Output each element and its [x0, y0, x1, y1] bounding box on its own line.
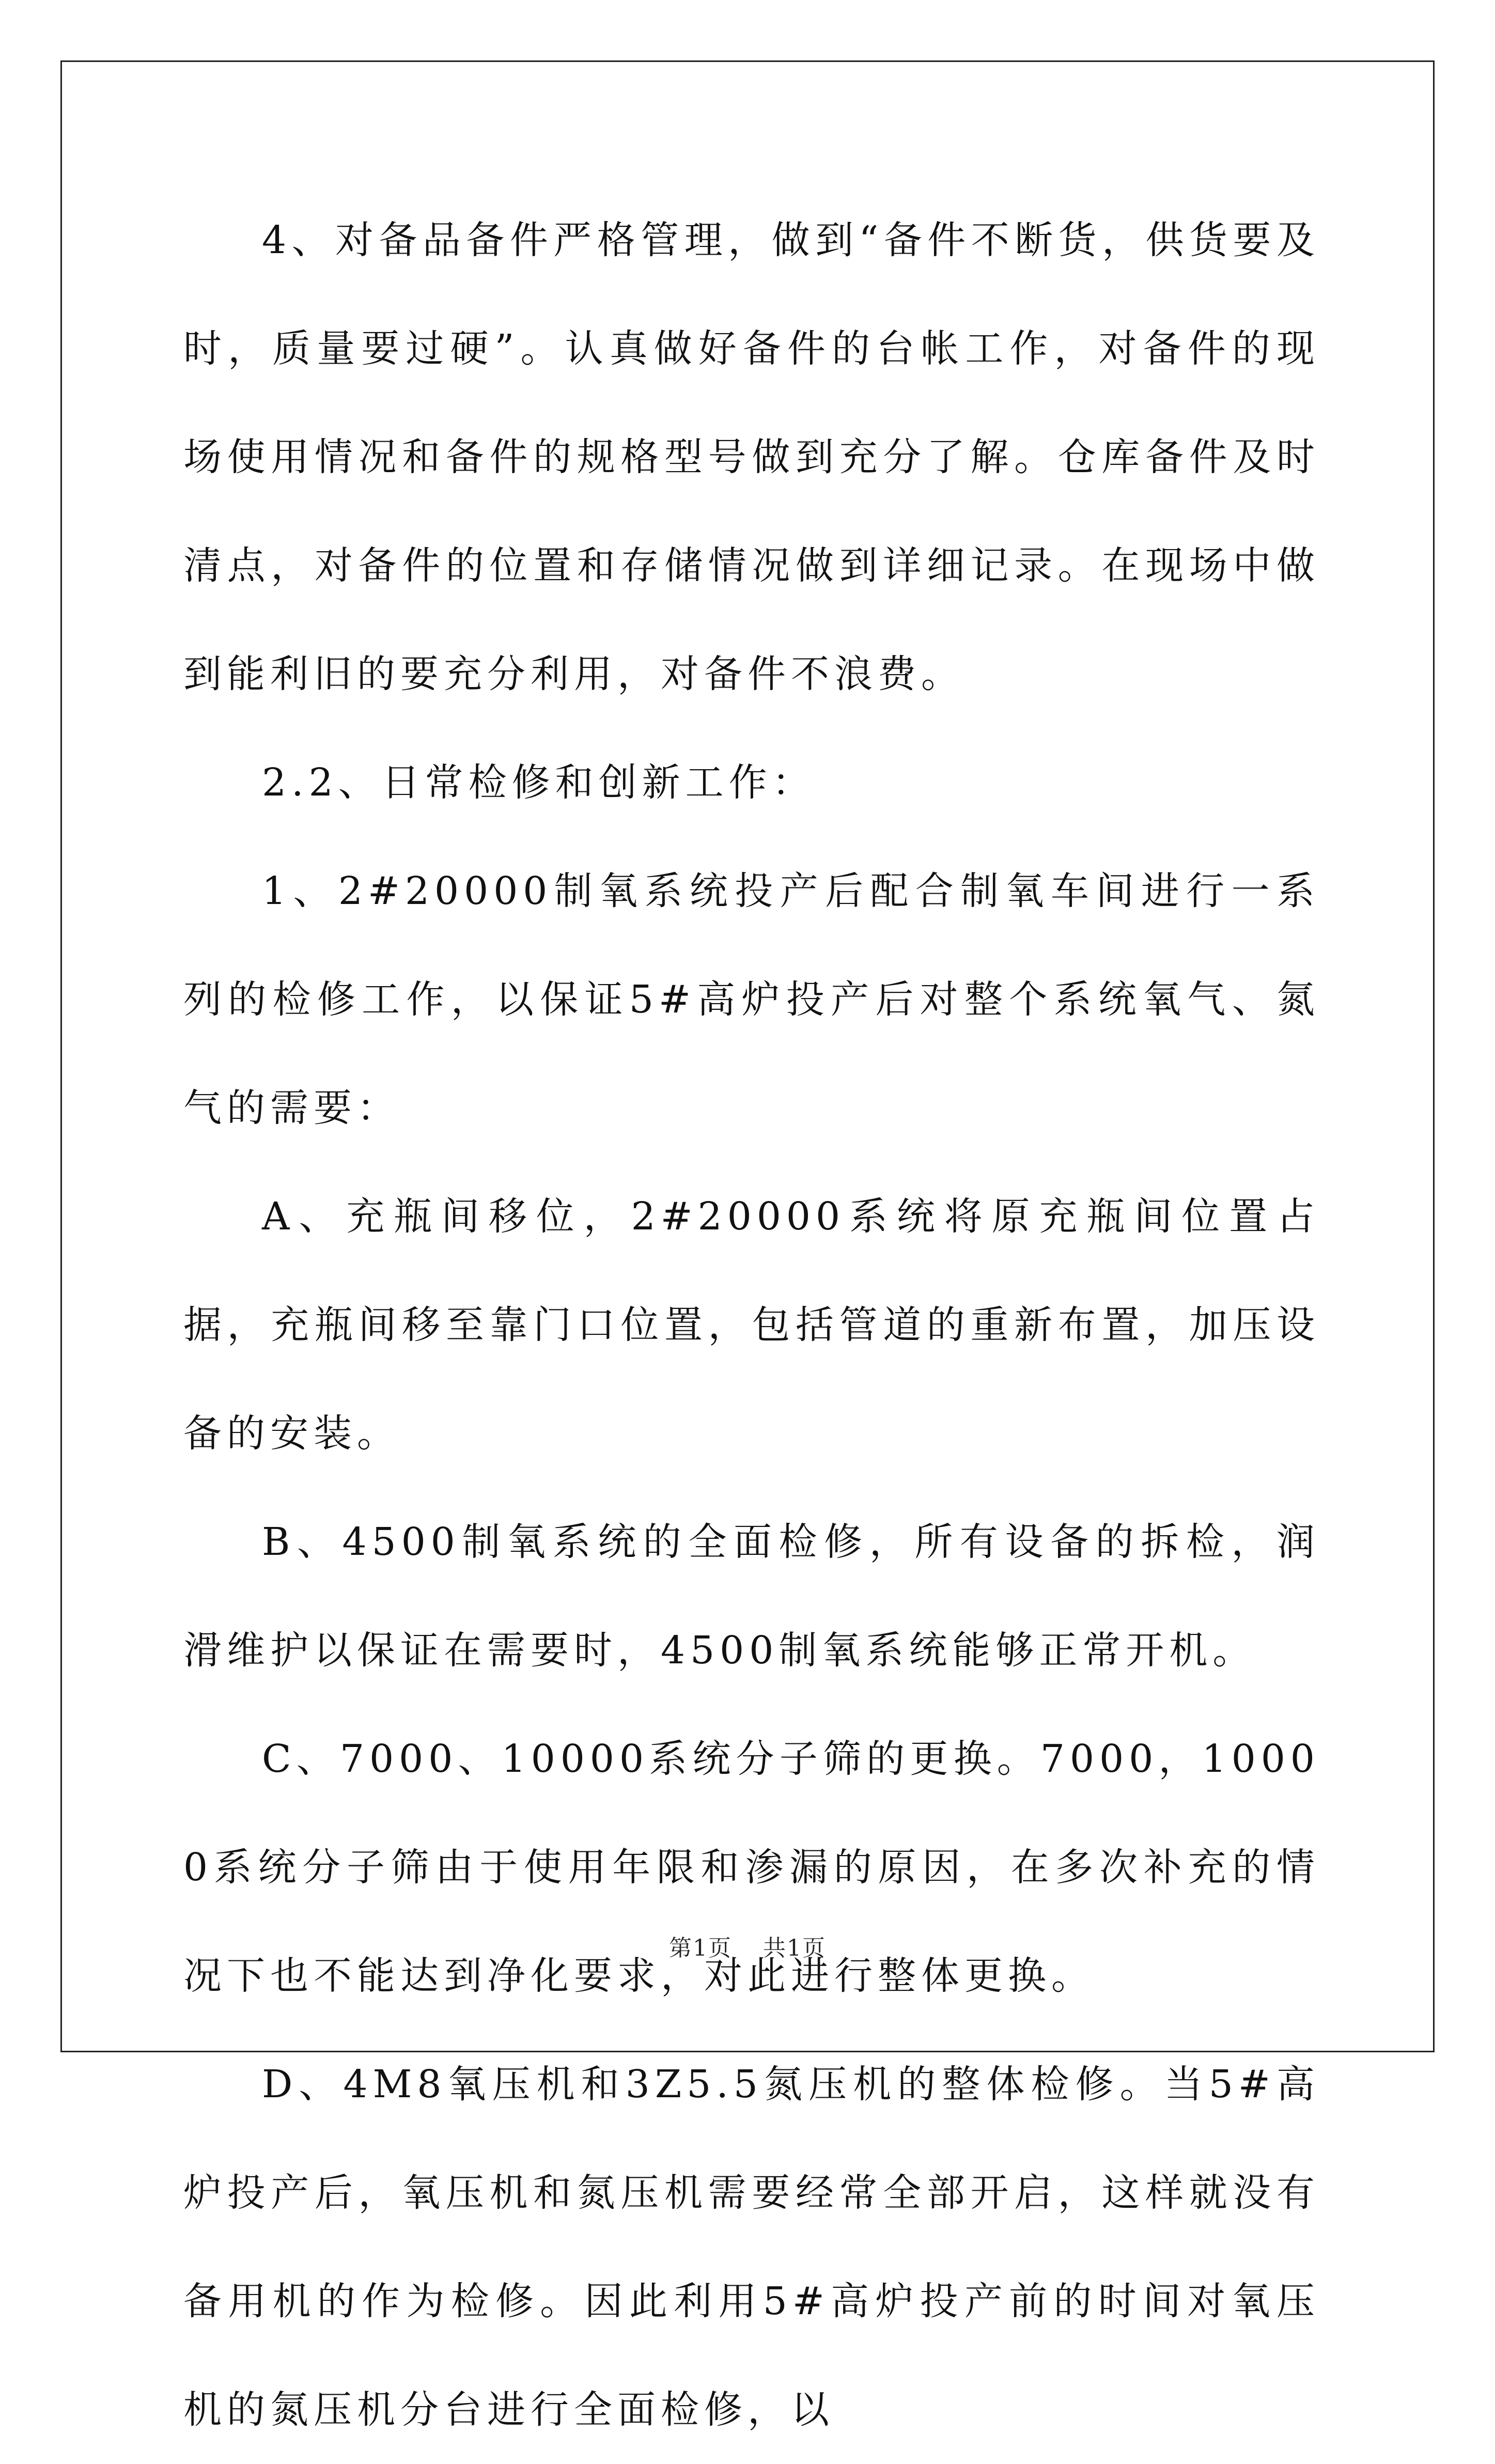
paragraph-item-d: D、4M8氧压机和3Z5.5氮压机的整体检修。当5#高炉投产后，氧压机和氮压机需要经常全部开启，这样就没有备用机的作为检修。因此利用5#高炉投产前的时间对氧压机的氮压机分台进行全面检修，以 — [183, 2062, 1320, 2432]
page-footer — [0, 1929, 1495, 1962]
document-body — [183, 186, 1320, 2464]
paragraph-item-a: A、充瓶间移位，2#20000系统将原充瓶间位置占据，充瓶间移至靠门口位置，包括管道的重新布置，加压设备的安装。 — [183, 1194, 1320, 1456]
section-heading-maintenance: 2.2、日常检修和创新工作： — [262, 760, 816, 805]
paragraph-item-c: C、7000、10000系统分子筛的更换。7000，10000系统分子筛由于使用年限和渗漏的原因，在多次补充的情况下也不能达到净化要求，对此进行整体更换。 — [183, 1737, 1320, 1998]
paragraph-spare-parts: 4、对备品备件严格管理，做到“备件不断货，供货要及时，质量要过硬”。认真做好备件的台帐工作，对备件的现场使用情况和备件的规格型号做到充分了解。仓库备件及时清点，对备件的位置和存储情况做到详细记录。在现场中做到能利旧的要充分利用，对备件不浪费。 — [183, 218, 1320, 696]
page-total: 共1页 — [763, 1935, 826, 1961]
paragraph-item-b: B、4500制氧系统的全面检修，所有设备的拆检，润滑维护以保证在需要时，4500制氧系统能够正常开机。 — [183, 1520, 1320, 1673]
page-number: 第1页 — [669, 1935, 732, 1961]
paragraph-oxygen-system: 1、2#20000制氧系统投产后配合制氧车间进行一系列的检修工作，以保证5#高炉投产后对整个系统氧气、氮气的需要： — [183, 869, 1320, 1130]
